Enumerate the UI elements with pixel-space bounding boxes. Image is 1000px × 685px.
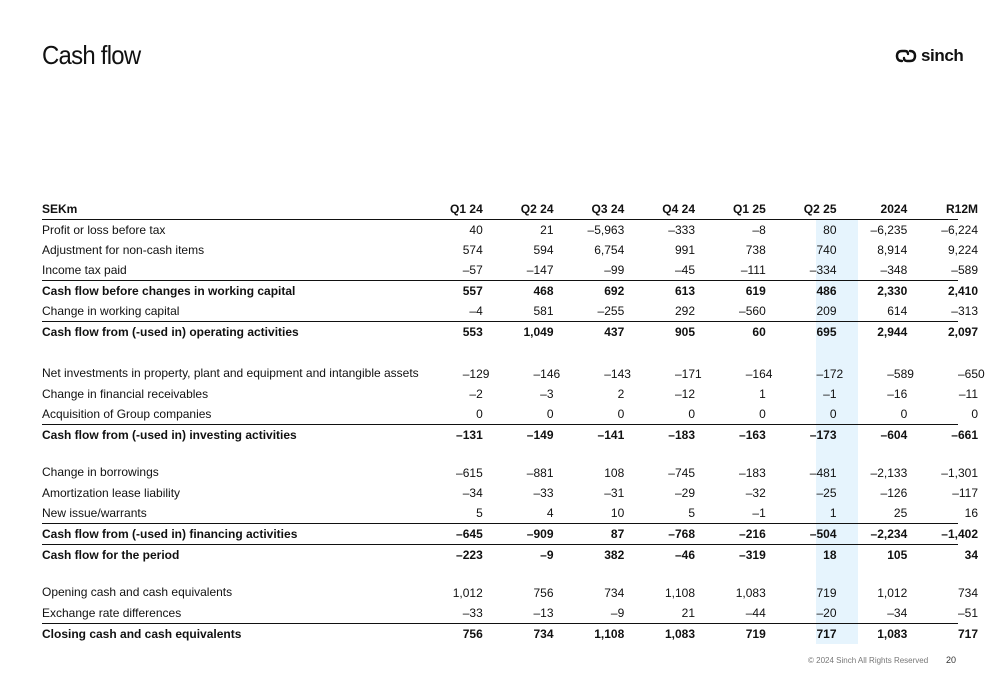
cell-q2-25: –481	[809, 466, 837, 480]
table-row-cash-flow-period	[42, 544, 978, 565]
cell-q2-24: –881	[526, 466, 554, 480]
cell-q1-25: –216	[739, 527, 766, 541]
cell-q3-24: 10	[610, 506, 625, 520]
cell-q2-24: 4	[546, 506, 554, 520]
cell-q3-24: 1,108	[594, 627, 625, 641]
cell-q2-25: –504	[809, 527, 837, 541]
row-label: Income tax paid	[42, 263, 127, 277]
column-header-q1-24: Q1 24	[450, 202, 483, 216]
cell-q1-24: 40	[469, 223, 483, 237]
cell-2024: –2,133	[870, 466, 908, 480]
cell-q2-24: 756	[533, 586, 554, 600]
cell-r12m: –11	[958, 387, 978, 401]
cell-q2-24: 594	[533, 243, 554, 257]
table-row-change-working-capital	[42, 301, 978, 321]
cell-q1-25: –1	[752, 506, 766, 520]
cell-q1-25: –32	[745, 486, 766, 500]
cell-q3-24: 2	[617, 387, 625, 401]
cell-r12m: –6,224	[941, 223, 978, 237]
cell-q2-24: 1,049	[523, 325, 554, 339]
cell-q4-24: 292	[674, 304, 695, 318]
cell-q2-25: 80	[823, 223, 837, 237]
cell-q3-24: –141	[597, 428, 625, 442]
cell-q3-24: –99	[604, 263, 625, 277]
table-header	[42, 199, 978, 220]
cell-r12m: 9,224	[947, 243, 978, 257]
cell-q1-25: –8	[752, 223, 766, 237]
table-row-operating-activities	[42, 321, 978, 342]
cell-r12m: –589	[951, 263, 978, 277]
cell-q2-25: –1	[823, 387, 837, 401]
cell-q4-24: 613	[674, 284, 695, 298]
logo-text: sinch	[921, 46, 964, 65]
cell-q3-24: –5,963	[587, 223, 625, 237]
cell-q1-24: –2	[469, 387, 483, 401]
cell-q1-24: 1,012	[452, 586, 483, 600]
cell-q3-24: 108	[604, 466, 625, 480]
row-label: Cash flow from (-used in) investing activities	[42, 428, 297, 442]
cell-q1-24: 5	[476, 506, 483, 520]
column-header-q1-25: Q1 25	[733, 202, 766, 216]
cell-q2-24: 468	[533, 284, 554, 298]
cell-q2-24: 21	[540, 223, 554, 237]
cell-r12m: 2,410	[947, 284, 978, 298]
row-label: Cash flow from (-used in) operating activities	[42, 325, 299, 339]
cell-q3-24: –255	[597, 304, 625, 318]
cell-q4-24: 1,083	[664, 627, 695, 641]
cell-2024: –126	[880, 486, 908, 500]
cell-q4-24: 1,108	[664, 586, 695, 600]
table-row-financial-receivables	[42, 384, 978, 404]
row-label: Adjustment for non-cash items	[42, 243, 205, 257]
column-header-q3-24: Q3 24	[591, 202, 625, 216]
cell-q2-25: 717	[816, 627, 837, 641]
cell-q4-24: –12	[674, 387, 695, 401]
cell-q2-24: –149	[526, 428, 554, 442]
cell-2024: –348	[880, 263, 908, 277]
table-row-financing-activities	[42, 523, 978, 544]
cell-q1-24: 756	[462, 627, 483, 641]
cell-q2-25: –334	[809, 263, 837, 277]
cell-r12m: –117	[952, 486, 978, 500]
sinch-link-icon	[895, 48, 917, 64]
page-number: 20	[946, 655, 957, 665]
cell-q3-24: 0	[617, 407, 625, 421]
table-row-closing-cash	[42, 623, 978, 644]
cell-2024: 614	[887, 304, 908, 318]
cell-2024: –16	[887, 387, 908, 401]
cell-q1-25: 60	[752, 325, 766, 339]
cell-q2-25: 18	[823, 548, 837, 562]
row-label: Amortization lease liability	[42, 486, 181, 500]
cell-r12m: 16	[964, 506, 978, 520]
cell-q2-24: –33	[533, 486, 554, 500]
table-row-acquisition	[42, 404, 978, 424]
column-header-2024: 2024	[880, 202, 908, 216]
cell-2024: 8,914	[877, 243, 908, 257]
cell-q2-25: 695	[816, 325, 837, 339]
column-header-q2-24: Q2 24	[520, 202, 554, 216]
table-row-profit-before-tax	[42, 220, 978, 240]
cell-q1-25: –319	[739, 548, 766, 562]
table-row-change-borrowings	[42, 445, 978, 483]
cell-r12m: –1,301	[941, 466, 978, 480]
cell-q1-24: 557	[462, 284, 483, 298]
cell-q4-24: –171	[674, 367, 702, 381]
cell-q2-25: 209	[816, 304, 837, 318]
row-label: Profit or loss before tax	[42, 223, 166, 237]
cell-q1-25: 738	[745, 243, 766, 257]
cell-r12m: –661	[951, 428, 978, 442]
cell-2024: 2,944	[877, 325, 908, 339]
cell-q1-24: –615	[456, 466, 483, 480]
cell-2024: 25	[893, 506, 908, 520]
cell-q1-24: –223	[456, 548, 483, 562]
cell-q2-25: 740	[816, 243, 837, 257]
cell-q2-25: –172	[816, 367, 844, 381]
cell-q1-25: –44	[745, 606, 766, 620]
cell-q2-24: 0	[546, 407, 554, 421]
cell-q1-25: –560	[739, 304, 766, 318]
cell-q4-24: –333	[668, 223, 695, 237]
cell-2024: –2,234	[870, 527, 908, 541]
cell-q4-24: 21	[681, 606, 695, 620]
cell-q1-24: –129	[462, 367, 490, 381]
column-header-q4-24: Q4 24	[662, 202, 695, 216]
cell-q4-24: –183	[668, 428, 695, 442]
cell-q4-24: –768	[668, 527, 695, 541]
cell-2024: 1,012	[877, 586, 908, 600]
cell-q1-25: 619	[745, 284, 766, 298]
cell-q1-25: –164	[745, 367, 773, 381]
cell-q4-24: 991	[674, 243, 695, 257]
cell-r12m: 717	[957, 627, 978, 641]
cell-2024: –589	[887, 367, 914, 381]
cell-2024: 1,083	[877, 627, 908, 641]
cell-q2-25: 719	[816, 586, 837, 600]
table-row-non-cash-items	[42, 240, 978, 260]
cell-q1-24: 574	[462, 243, 483, 257]
column-header-sekm: SEKm	[42, 202, 78, 216]
cell-q1-24: –57	[462, 263, 483, 277]
cell-q1-25: –111	[740, 263, 766, 277]
cell-q4-24: –46	[674, 548, 695, 562]
row-label: Cash flow for the period	[42, 548, 180, 562]
cell-q2-24: –9	[540, 548, 554, 562]
cell-2024: 0	[900, 407, 908, 421]
cell-2024: –604	[880, 428, 908, 442]
cell-q1-25: –163	[739, 428, 766, 442]
cell-q2-25: 1	[829, 506, 837, 520]
row-label: Cash flow from (-used in) financing activities	[42, 527, 298, 541]
cell-q1-24: –131	[456, 428, 483, 442]
cell-r12m: 734	[957, 586, 978, 600]
cell-q1-24: 0	[476, 407, 483, 421]
cell-q3-24: 6,754	[594, 243, 625, 257]
cell-q3-24: 437	[604, 325, 625, 339]
cell-q1-25: 1,083	[735, 586, 766, 600]
cell-q1-24: –34	[462, 486, 483, 500]
cell-q4-24: 905	[674, 325, 695, 339]
cell-q2-24: 734	[533, 627, 554, 641]
row-label: Change in financial receivables	[42, 387, 209, 401]
cell-q4-24: –45	[674, 263, 695, 277]
cell-q2-24: –3	[540, 387, 554, 401]
row-label: Acquisition of Group companies	[42, 407, 212, 421]
cell-q3-24: –9	[610, 606, 625, 620]
row-label: Net investments in property, plant and equipment and intangible assets	[42, 366, 419, 380]
cell-r12m: 0	[971, 407, 978, 421]
sinch-logo	[895, 46, 963, 66]
page-title: Cash flow	[42, 40, 141, 70]
row-label: Exchange rate differences	[42, 606, 182, 620]
table-row-investing-activities	[42, 424, 978, 445]
cell-r12m: 2,097	[947, 325, 978, 339]
cell-q3-24: 382	[604, 548, 625, 562]
column-header-r12m: R12M	[945, 202, 978, 216]
row-label: Closing cash and cash equivalents	[42, 627, 242, 641]
cell-r12m: –1,402	[941, 527, 978, 541]
cell-2024: 105	[887, 548, 908, 562]
table-row-new-issue	[42, 503, 978, 523]
cell-r12m: –650	[957, 367, 985, 381]
cell-q1-24: –4	[469, 304, 483, 318]
cell-q1-24: –33	[462, 606, 483, 620]
cell-q4-24: –29	[674, 486, 695, 500]
cell-q1-25: 719	[745, 627, 766, 641]
table-row-opening-cash	[42, 565, 978, 603]
copyright-text: © 2024 Sinch All Rights Reserved	[808, 656, 929, 665]
cash-flow-table	[42, 199, 985, 644]
table-row-lease-amortization	[42, 483, 978, 503]
cell-q1-24: 553	[462, 325, 483, 339]
cell-q4-24: 0	[688, 407, 695, 421]
cell-q1-24: –645	[456, 527, 483, 541]
cell-q2-25: –20	[816, 606, 837, 620]
cell-q2-25: –25	[816, 486, 837, 500]
cell-q2-24: –147	[526, 263, 554, 277]
column-header-q2-25: Q2 25	[803, 202, 837, 216]
row-label: Opening cash and cash equivalents	[42, 585, 233, 599]
cell-q3-24: 692	[604, 284, 625, 298]
cell-q1-25: –183	[739, 466, 766, 480]
cell-2024: –34	[887, 606, 908, 620]
table-row-exchange-rate	[42, 603, 978, 623]
cell-q2-24: 581	[533, 304, 554, 318]
cell-q3-24: 87	[610, 527, 625, 541]
cell-r12m: –313	[951, 304, 978, 318]
row-label: New issue/warrants	[42, 506, 147, 520]
cell-r12m: 34	[964, 548, 978, 562]
cell-q4-24: –745	[668, 466, 695, 480]
table-row-net-investments	[42, 342, 985, 384]
cell-q2-24: –13	[533, 606, 554, 620]
table-row-cash-flow-before-wc	[42, 280, 978, 301]
table-row-income-tax-paid	[42, 260, 978, 280]
cell-q2-24: –909	[526, 527, 554, 541]
row-label: Cash flow before changes in working capital	[42, 284, 296, 298]
cell-q4-24: 5	[688, 506, 695, 520]
cell-q2-25: 486	[816, 284, 837, 298]
cell-q3-24: –31	[604, 486, 625, 500]
cell-q2-25: 0	[829, 407, 837, 421]
cell-q3-24: 734	[604, 586, 625, 600]
cell-q3-24: –143	[604, 367, 631, 381]
cell-q2-24: –146	[533, 367, 561, 381]
cell-q1-25: 1	[759, 387, 766, 401]
row-label: Change in working capital	[42, 304, 180, 318]
cell-2024: 2,330	[877, 284, 908, 298]
row-label: Change in borrowings	[42, 465, 159, 479]
cell-2024: –6,235	[870, 223, 908, 237]
cell-r12m: –51	[957, 606, 978, 620]
cell-q2-25: –173	[809, 428, 837, 442]
cell-q1-25: 0	[759, 407, 766, 421]
